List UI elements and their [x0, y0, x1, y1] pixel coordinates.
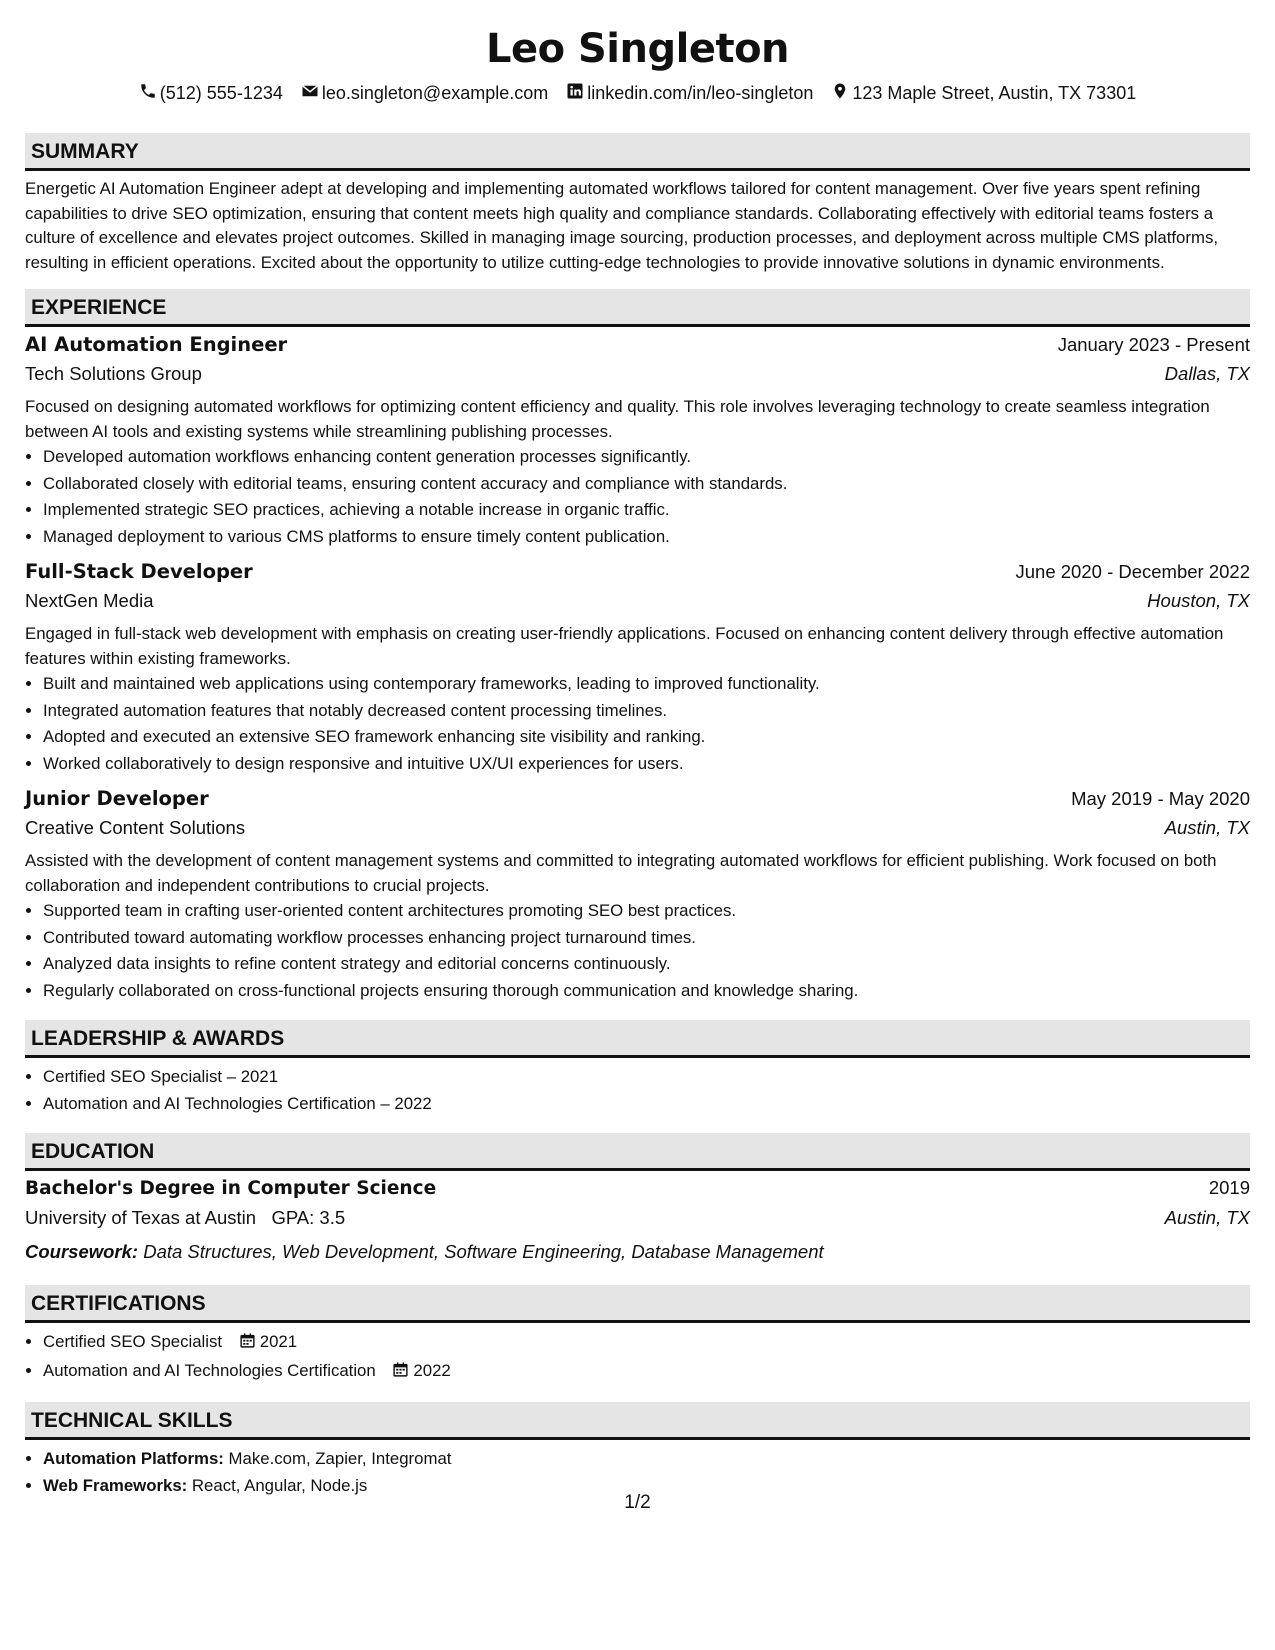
skills-header: TECHNICAL SKILLS [25, 1402, 1250, 1440]
skill-value: React, Angular, Node.js [191, 1475, 368, 1495]
list-item: • Supported team in crafting user-oriented content architectures promoting SEO best practices. [43, 898, 1250, 925]
list-item [43, 1446, 1250, 1473]
list-item: • Regularly collaborated on cross-functional projects ensuring thorough communication and knowledge sharing. [43, 978, 1250, 1005]
graduation-year: 2019 [1208, 1177, 1250, 1198]
calendar-icon [239, 1331, 256, 1358]
job-entry [25, 560, 1250, 777]
job-dates: June 2020 - December 2022 [1015, 561, 1250, 582]
job-title: Full-Stack Developer [25, 560, 253, 583]
list-item: • Analyzed data insights to refine content strategy and editorial concerns continuously. [43, 951, 1250, 978]
job-entry [25, 333, 1250, 550]
coursework-line [25, 1237, 1250, 1267]
job-title: AI Automation Engineer [25, 333, 288, 356]
job-location: Houston, TX [1147, 590, 1250, 611]
contact-phone [139, 82, 283, 105]
list-item: • Integrated automation features that notably decreased content processing timelines. [43, 698, 1250, 725]
education-header: EDUCATION [25, 1133, 1250, 1171]
job-dates: January 2023 - Present [1057, 334, 1250, 355]
list-item: • Worked collaboratively to design responsive and intuitive UX/UI experiences for users. [43, 751, 1250, 778]
leadership-header: LEADERSHIP & AWARDS [25, 1020, 1250, 1058]
list-item [43, 1329, 1250, 1358]
calendar-icon [392, 1360, 409, 1387]
job-location: Dallas, TX [1164, 363, 1250, 384]
job-description: Assisted with the development of content management systems and committed to integrating automated workflows for efficient publishing. Work focused on both collaboration and independent contributions to crucial projects. [25, 851, 1217, 895]
experience-header: EXPERIENCE [25, 289, 1250, 327]
list-item: • Collaborated closely with editorial teams, ensuring content accuracy and compliance with standards. [43, 471, 1250, 498]
job-description: Engaged in full-stack web development with emphasis on creating user-friendly applications. Focused on enhancing content delivery through effective automation features within existing frameworks. [25, 624, 1224, 668]
list-item: • Automation and AI Technologies Certification – 2022 [43, 1091, 1250, 1118]
job-description: Focused on designing automated workflows for optimizing content efficiency and quality. This role involves leveraging technology to create seamless integration between AI tools and existing systems while streamlining publishing processes. [25, 397, 1210, 441]
candidate-name: Leo Singleton [485, 26, 790, 72]
skill-label: Web Frameworks: [43, 1475, 188, 1495]
list-item: • Managed deployment to various CMS platforms to ensure timely content publication. [43, 524, 1250, 551]
email-link[interactable]: leo.singleton@example.com [321, 82, 549, 103]
job-title: Junior Developer [25, 787, 209, 810]
summary-text: Energetic AI Automation Engineer adept at developing and implementing automated workflows tailored for content management. Over five years spent refining capabilities to drive SEO optimization, ensuring that content meets high quality and compliance standards. Collaborating effectively with editorial teams fosters a culture of excellence and elevates project outcomes. Skilled in managing image sourcing, production processes, and deployment across multiple CMS platforms, resulting in efficient operations. Excited about the opportunity to utilize cutting-edge technologies to provide innovative solutions in dynamic environments. [25, 179, 1219, 272]
certification-year: 2021 [259, 1332, 298, 1351]
phone-icon [139, 82, 157, 105]
contact-linkedin[interactable] [566, 82, 813, 105]
certification-name: Automation and AI Technologies Certification [43, 1360, 376, 1380]
list-item: • Adopted and executed an extensive SEO framework enhancing site visibility and ranking. [43, 724, 1250, 751]
resume-page [25, 0, 1250, 1499]
list-item: • Implemented strategic SEO practices, achieving a notable increase in organic traffic. [43, 497, 1250, 524]
education-entry [25, 1177, 1250, 1267]
job-bullets [25, 444, 1250, 550]
summary-header: SUMMARY [25, 133, 1250, 171]
coursework-label: Coursework: [25, 1241, 139, 1262]
certification-name: Certified SEO Specialist [43, 1332, 223, 1351]
skill-value: Make.com, Zapier, Integromat [228, 1449, 452, 1468]
linkedin-link[interactable]: linkedin.com/in/leo-singleton [587, 82, 814, 103]
certifications-header: CERTIFICATIONS [25, 1285, 1250, 1323]
envelope-icon [301, 82, 319, 105]
school-name: University of Texas at Austin [25, 1207, 257, 1228]
job-bullets [25, 671, 1250, 777]
linkedin-icon [566, 82, 584, 105]
degree-title: Bachelor's Degree in Computer Science [25, 1178, 437, 1199]
contact-bar [25, 80, 1250, 106]
address-text: 123 Maple Street, Austin, TX 73301 [852, 82, 1137, 103]
contact-address [831, 82, 1136, 105]
list-item: • Developed automation workflows enhancing content generation processes significantly. [43, 444, 1250, 471]
list-item: • Built and maintained web applications using contemporary frameworks, leading to improved functionality. [43, 671, 1250, 698]
job-location: Austin, TX [1164, 817, 1250, 838]
job-bullets [25, 898, 1250, 1004]
certification-year: 2022 [413, 1360, 451, 1380]
leadership-list [25, 1064, 1250, 1117]
coursework-text: Data Structures, Web Development, Software Engineering, Database Management [143, 1241, 824, 1262]
map-marker-icon [831, 82, 849, 105]
page-number: 1/2 [624, 1492, 651, 1513]
list-item: • Contributed toward automating workflow processes enhancing project turnaround times. [43, 925, 1250, 952]
job-company: Tech Solutions Group [25, 363, 202, 384]
certifications-list [25, 1329, 1250, 1386]
list-item [43, 1358, 1250, 1387]
job-company: NextGen Media [25, 590, 154, 611]
job-company: Creative Content Solutions [25, 817, 246, 838]
contact-email[interactable] [301, 82, 548, 105]
job-dates: May 2019 - May 2020 [1071, 788, 1250, 809]
phone-text: (512) 555-1234 [159, 82, 283, 103]
school-location: Austin, TX [1164, 1207, 1250, 1228]
gpa-text: GPA: 3.5 [271, 1207, 346, 1228]
job-entry [25, 787, 1250, 1004]
skill-label: Automation Platforms: [43, 1449, 224, 1468]
list-item: • Certified SEO Specialist – 2021 [43, 1064, 1250, 1091]
